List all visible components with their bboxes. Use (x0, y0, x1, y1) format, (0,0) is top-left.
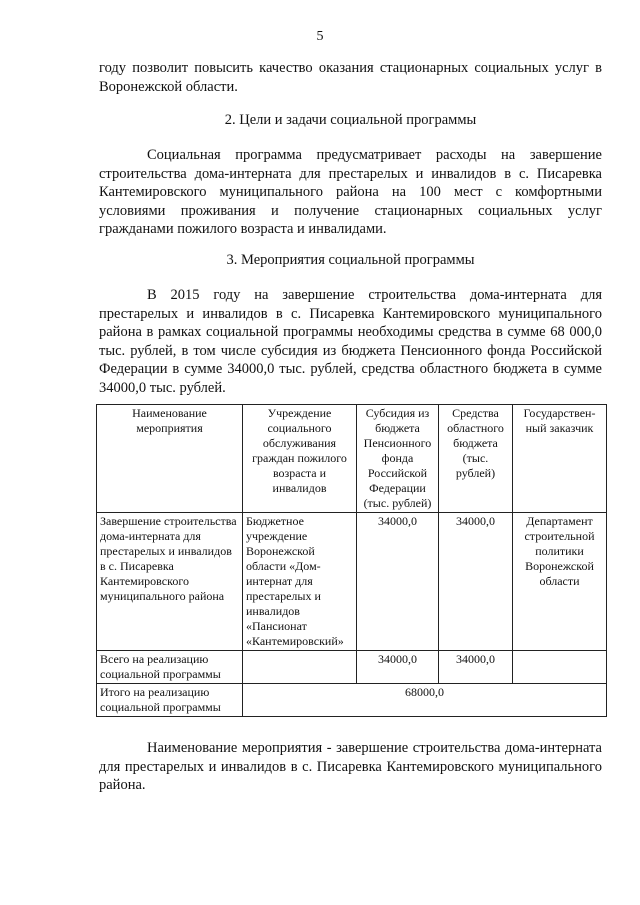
header-regional-funds: Средства областного бюджета (тыс. рублей) (439, 405, 513, 513)
cell-total-regional-funds: 34000,0 (439, 651, 513, 684)
cell-grand-value: 68000,0 (243, 684, 607, 717)
cell-total-empty (243, 651, 357, 684)
table-row-grand-total (97, 684, 607, 717)
cell-total-pension-subsidy: 34000,0 (357, 651, 439, 684)
table-row-total (97, 651, 607, 684)
cell-total-customer-empty (513, 651, 607, 684)
section3-heading: 3. Мероприятия социальной программы (226, 252, 475, 268)
cell-institution: Бюджетное учреждение Воронежской области «Дом-интернат для престарелых и инвалидов «Пансионат «Кантемировский» (243, 513, 357, 651)
section3-text: В 2015 году на завершение строительства дома-интерната для престарелых и инвалидов в с. Писаревка Кантемировского муниципального района в рамках социальной программы необходимы средства в сумме 68 000,0 тыс. рублей, в том числе субсидия из бюджета Пенсионного фонда Российской Федерации в сумме 34000,0 тыс. рублей, средства областного бюджета в сумме 34000,0 тыс. рублей. (99, 287, 602, 396)
header-event-name: Наименование мероприятия (97, 405, 243, 513)
table-header-row (97, 405, 607, 513)
table-row (97, 513, 607, 651)
section2-heading: 2. Цели и задачи социальной программы (224, 112, 477, 128)
header-institution: Учреждение социального обслуживания граждан пожилого возраста и инвалидов (243, 405, 357, 513)
cell-event-name: Завершение строительства дома-интерната для престарелых и инвалидов в с. Писаревка Кантемировского муниципального района (97, 513, 243, 651)
header-pension-subsidy: Субсидия из бюджета Пенсионного фонда Российской Федерации (тыс. рублей) (357, 405, 439, 513)
intro-paragraph: году позволит повысить качество оказания стационарных социальных услуг в Воронежской области. (99, 60, 602, 95)
cell-total-label: Всего на реализацию социальной программы (97, 651, 243, 684)
cell-regional-funds: 34000,0 (439, 513, 513, 651)
cell-grand-label: Итого на реализацию социальной программы (97, 684, 243, 717)
section2-text: Социальная программа предусматривает расходы на завершение строительства дома-интерната для престарелых и инвалидов в с. Писаревка Кантемировского муниципального района на 100 мест с комфортными условиями проживания и получение стационарных социальных услуг гражданами пожилого возраста и инвалидами. (99, 147, 602, 237)
program-events-table (96, 404, 607, 717)
header-state-customer: Государствен-ный заказчик (513, 405, 607, 513)
cell-pension-subsidy: 34000,0 (357, 513, 439, 651)
closing-paragraph: Наименование мероприятия - завершение строительства дома-интерната для престарелых и инвалидов в с. Писаревка Кантемировского муниципального района. (99, 740, 602, 793)
cell-state-customer: Департамент строительной политики Воронежской области (513, 513, 607, 651)
page-number: 5 (316, 29, 324, 44)
